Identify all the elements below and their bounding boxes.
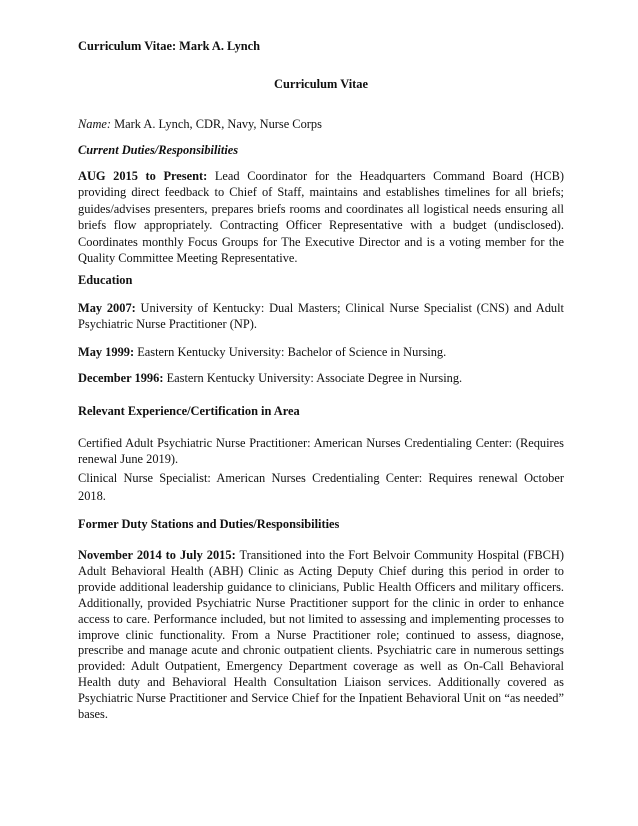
education-date: May 1999: — [78, 345, 135, 359]
name-label: Name: — [78, 117, 112, 131]
current-duties-entry — [78, 168, 564, 266]
name-line — [78, 116, 564, 132]
current-duties-text: Lead Coordinator for the Headquarters Command Board (HCB) providing direct feedback to Chief of Staff, maintains and establishes timelines for all briefs; guides/advises presenters, prepares briefs rooms and coordinates all logistical needs ensuring all briefs flow appropriately. Contracting Officer Representative with a budget (undisclosed). Coordinates monthly Focus Groups for The Executive Director and is a voting member for the Quality Committee Meeting Representative. — [78, 169, 564, 266]
education-text: University of Kentucky: Dual Masters; Clinical Nurse Specialist (CNS) and Adult Psychiatric Nurse Practitioner (NP). — [78, 301, 565, 332]
former-duty-entry — [78, 548, 564, 723]
education-entry-3 — [78, 370, 564, 386]
education-heading: Education — [78, 273, 133, 287]
education-entry-1 — [78, 300, 564, 333]
education-text: Eastern Kentucky University: Associate Degree in Nursing. — [166, 371, 463, 385]
certification-entry-1: Certified Adult Psychiatric Nurse Practitioner: American Nurses Credentialing Center: (Requires renewal June 2019). — [78, 436, 564, 467]
former-duty-date: November 2014 to July 2015: — [78, 548, 236, 562]
document-title: Curriculum Vitae — [274, 77, 368, 91]
education-text: Eastern Kentucky University: Bachelor of Science in Nursing. — [137, 345, 447, 359]
name-value: Mark A. Lynch, CDR, Navy, Nurse Corps — [114, 117, 322, 131]
education-date: May 2007: — [78, 301, 136, 315]
former-duty-text: Transitioned into the Fort Belvoir Community Hospital (FBCH) Adult Behavioral Health (ABH) Clinic as Acting Deputy Chief during this period in order to provide additional leadership guidance to clinicians, Public Health Officers and military officers. Additionally, provided Psychiatric Nurse Practitioner support for the clinic in order to enhance access to care. Performance included, but not limited to assessing and implementing processes to improve clinic functionality. From a Nurse Practitioner role; continued to assess, diagnose, prescribe and manage acute and chronic outpatient clients. Psychiatric care in numerous settings provided: Adult Outpatient, Emergency Department coverage as well as On-Call Behavioral Health duty and Behavioral Health Consultation Liaison services. Additionally covered as Psychiatric Nurse Practitioner and Service Chief for the Inpatient Behavioral Unit on “as needed” bases. — [78, 548, 564, 722]
running-header: Curriculum Vitae: Mark A. Lynch — [78, 39, 261, 53]
education-date: December 1996: — [78, 371, 164, 385]
certification-entry-2: Clinical Nurse Specialist: American Nurses Credentialing Center: Requires renewal October 2018. — [78, 471, 564, 503]
certification-heading: Relevant Experience/Certification in Area — [78, 404, 300, 418]
current-duties-heading: Current Duties/Responsibilities — [78, 143, 239, 157]
current-duties-date: AUG 2015 to Present: — [78, 169, 208, 183]
education-entry-2 — [78, 344, 564, 360]
former-duty-heading: Former Duty Stations and Duties/Responsibilities — [78, 517, 340, 531]
